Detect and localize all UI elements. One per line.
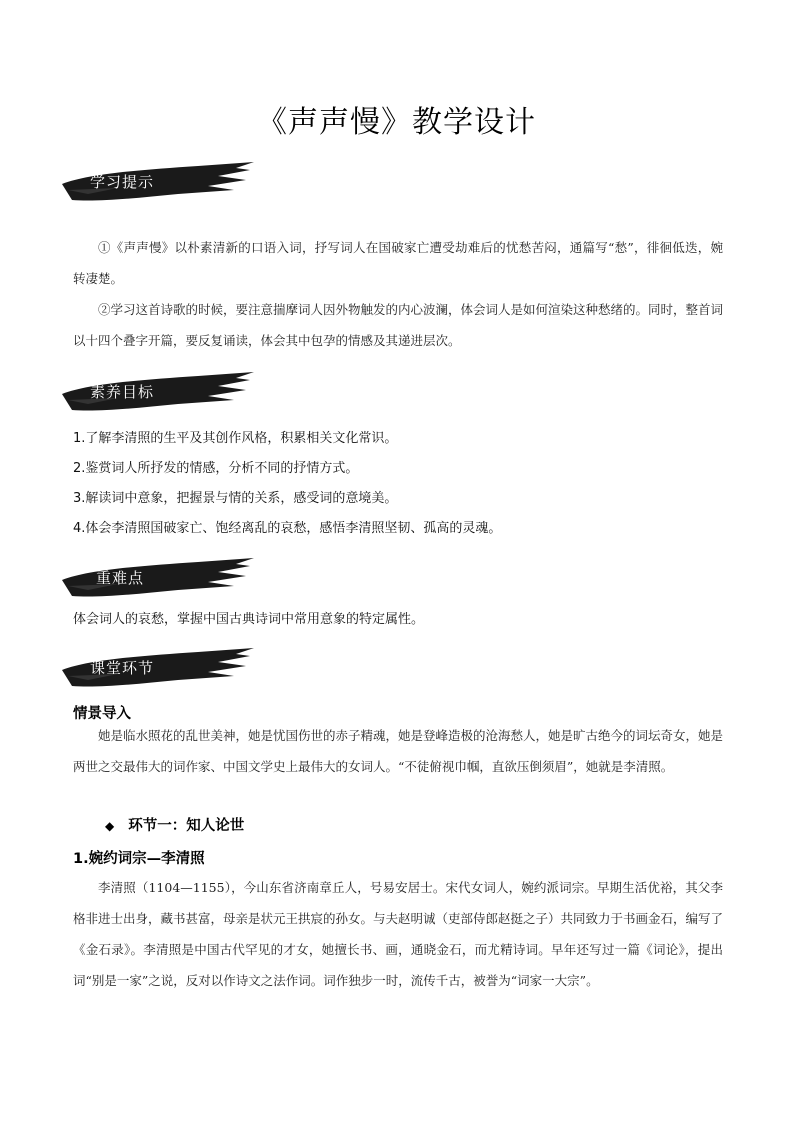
section-banner-tips <box>58 160 258 206</box>
key-point-text: 体会词人的哀愁，掌握中国古典诗词中常用意象的特定属性。 <box>73 612 425 627</box>
brush-stroke-icon <box>58 160 258 206</box>
subsection-paragraph: 李清照（1104—1155），今山东省济南章丘人，号易安居士。宋代女词人，婉约派词宗。早期生活优裕，其父李格非进士出身，藏书甚富，母亲是状元王拱宸的孙女。与夫赵明诚（吏部侍郎赵挺之子）共同致力于书画金石，编写了《金石录》。李清照是中国古代罕见的才女，她擅长书、画，通晓金石，而尤精诗词。早年还写过一篇《词论》，提出词“别是一家”之说，反对以作诗文之法作词。词作独步一时，流传千古，被誉为“词家一大宗”。 <box>73 880 724 988</box>
intro-heading: 情景导入 <box>73 706 131 722</box>
subsection-heading: 1.婉约词宗—李清照 <box>73 851 205 867</box>
brush-stroke-icon <box>58 556 258 602</box>
brush-stroke-icon <box>58 370 258 416</box>
section-banner-goals <box>58 370 258 416</box>
section-heading: 重难点 <box>96 569 145 587</box>
goal-item: 3.解读词中意象，把握景与情的关系，感受词的意境美。 <box>73 491 398 506</box>
tips-paragraph-1: ①《声声慢》以朴素清新的口语入词，抒写词人在国破家亡遭受劫难后的忧愁苦闷，通篇写“愁”，徘徊低迭，婉转凄楚。 <box>73 240 723 286</box>
section-heading: 课堂环节 <box>90 659 155 677</box>
section-banner-key <box>58 556 258 602</box>
intro-paragraph: 她是临水照花的乱世美神，她是忧国伤世的赤子精魂，她是登峰造极的沧海愁人，她是旷古绝今的词坛奇女，她是两世之交最伟大的词作家、中国文学史上最伟大的女词人。“不徒俯视巾帼，直欲压倒须眉”，她就是李清照。 <box>73 728 724 774</box>
page-title: 《声声慢》教学设计 <box>257 105 536 140</box>
section-banner-class <box>58 646 258 692</box>
section-heading: 学习提示 <box>90 173 155 191</box>
goal-item: 2.鉴赏词人所抒发的情感，分析不同的抒情方式。 <box>73 461 359 476</box>
goal-item: 1.了解李清照的生平及其创作风格，积累相关文化常识。 <box>73 431 398 446</box>
step-title: 环节一：知人论世 <box>128 818 245 834</box>
brush-stroke-icon <box>58 646 258 692</box>
goal-item: 4.体会李清照国破家亡、饱经离乱的哀愁，感悟李清照坚韧、孤高的灵魂。 <box>73 521 502 536</box>
step-heading <box>105 814 244 835</box>
section-heading: 素养目标 <box>90 383 155 401</box>
diamond-icon: ◆ <box>105 819 115 833</box>
tips-paragraph-2: ②学习这首诗歌的时候，要注意揣摩词人因外物触发的内心波澜，体会词人是如何渲染这种愁绪的。同时，整首词以十四个叠字开篇，要反复诵读，体会其中包孕的情感及其递进层次。 <box>73 302 724 348</box>
